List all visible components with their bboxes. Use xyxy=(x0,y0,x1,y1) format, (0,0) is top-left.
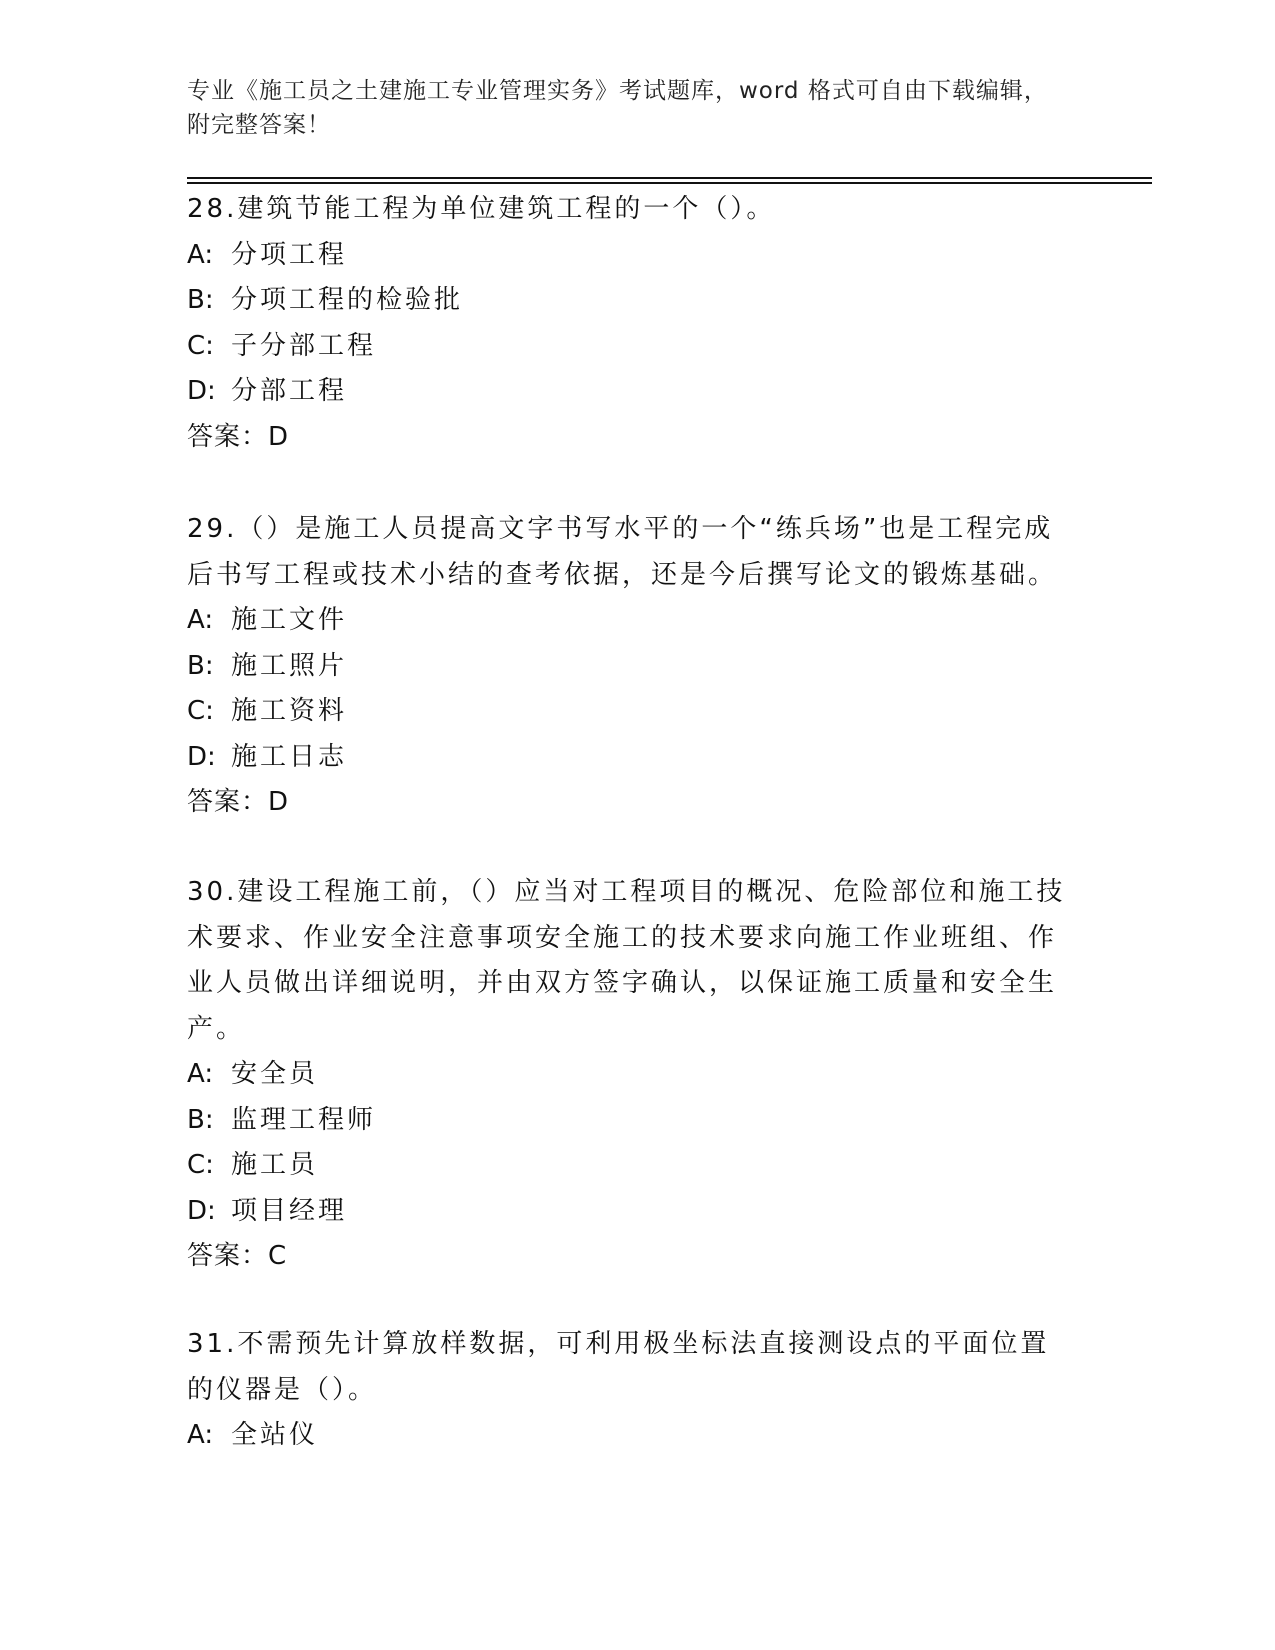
option-b xyxy=(187,1098,1067,1144)
question-text: 30.建设工程施工前，（）应当对工程项目的概况、危险部位和施工技术要求、作业安全注意事项安全施工的技术要求向施工作业班组、作业人员做出详细说明，并由双方签字确认，以保证施工质量和安全生产。 xyxy=(187,877,1066,1044)
option-text: 全站仪 xyxy=(231,1420,319,1450)
option-text: 项目经理 xyxy=(231,1195,348,1226)
option-key: C: xyxy=(187,330,214,361)
option-text: 监理工程师 xyxy=(231,1104,377,1135)
option-text: 安全员 xyxy=(231,1059,319,1089)
option-b xyxy=(187,644,1067,690)
option-key: D: xyxy=(187,1195,216,1226)
question-30 xyxy=(187,870,1067,1280)
option-key: A: xyxy=(187,1420,214,1450)
option-key: C: xyxy=(187,1150,214,1180)
header-divider-top xyxy=(187,177,1152,179)
option-key: A: xyxy=(187,239,214,270)
document-header xyxy=(187,74,1067,142)
option-d xyxy=(187,1189,1067,1235)
header-divider-bottom xyxy=(187,182,1152,184)
option-key: A: xyxy=(187,1059,214,1089)
option-text: 施工日志 xyxy=(231,741,348,772)
option-key: D: xyxy=(187,741,216,772)
option-a xyxy=(187,598,1067,644)
option-key: C: xyxy=(187,696,214,726)
option-c xyxy=(187,1143,1067,1189)
answer: 答案：D xyxy=(187,421,290,452)
option-text: 子分部工程 xyxy=(231,330,377,361)
option-a xyxy=(187,1052,1067,1098)
question-28 xyxy=(187,187,1067,460)
option-key: B: xyxy=(187,285,214,315)
question-text: 29.（）是施工人员提高文字书写水平的一个“练兵场”也是工程完成后书写工程或技术小结的查考依据，还是今后撰写论文的锻炼基础。 xyxy=(187,514,1058,590)
option-text: 分项工程的检验批 xyxy=(231,285,464,315)
option-key: A: xyxy=(187,605,214,635)
answer: 答案：C xyxy=(187,1241,288,1271)
question-text: 28.建筑节能工程为单位建筑工程的一个（）。 xyxy=(187,194,776,224)
option-text: 施工文件 xyxy=(231,605,348,635)
option-key: D: xyxy=(187,376,216,406)
option-b xyxy=(187,278,1067,324)
option-key: B: xyxy=(187,650,214,681)
header-line-2: 附完整答案！ xyxy=(187,112,331,138)
option-d xyxy=(187,735,1067,781)
question-text: 31.不需预先计算放样数据，可利用极坐标法直接测设点的平面位置的仪器是（）。 xyxy=(187,1329,1050,1405)
option-text: 施工照片 xyxy=(231,650,348,681)
option-a xyxy=(187,233,1067,279)
option-a xyxy=(187,1413,1067,1459)
option-text: 施工员 xyxy=(231,1150,319,1180)
question-31 xyxy=(187,1322,1067,1459)
option-d xyxy=(187,369,1067,415)
option-c xyxy=(187,324,1067,370)
option-key: B: xyxy=(187,1104,214,1135)
question-29 xyxy=(187,507,1067,826)
option-text: 分部工程 xyxy=(231,376,348,406)
option-text: 分项工程 xyxy=(231,239,348,270)
answer: 答案：D xyxy=(187,787,290,817)
option-c xyxy=(187,689,1067,735)
option-text: 施工资料 xyxy=(231,696,348,726)
header-line-1: 专业《施工员之土建施工专业管理实务》考试题库，word 格式可自由下载编辑， xyxy=(187,78,1048,104)
